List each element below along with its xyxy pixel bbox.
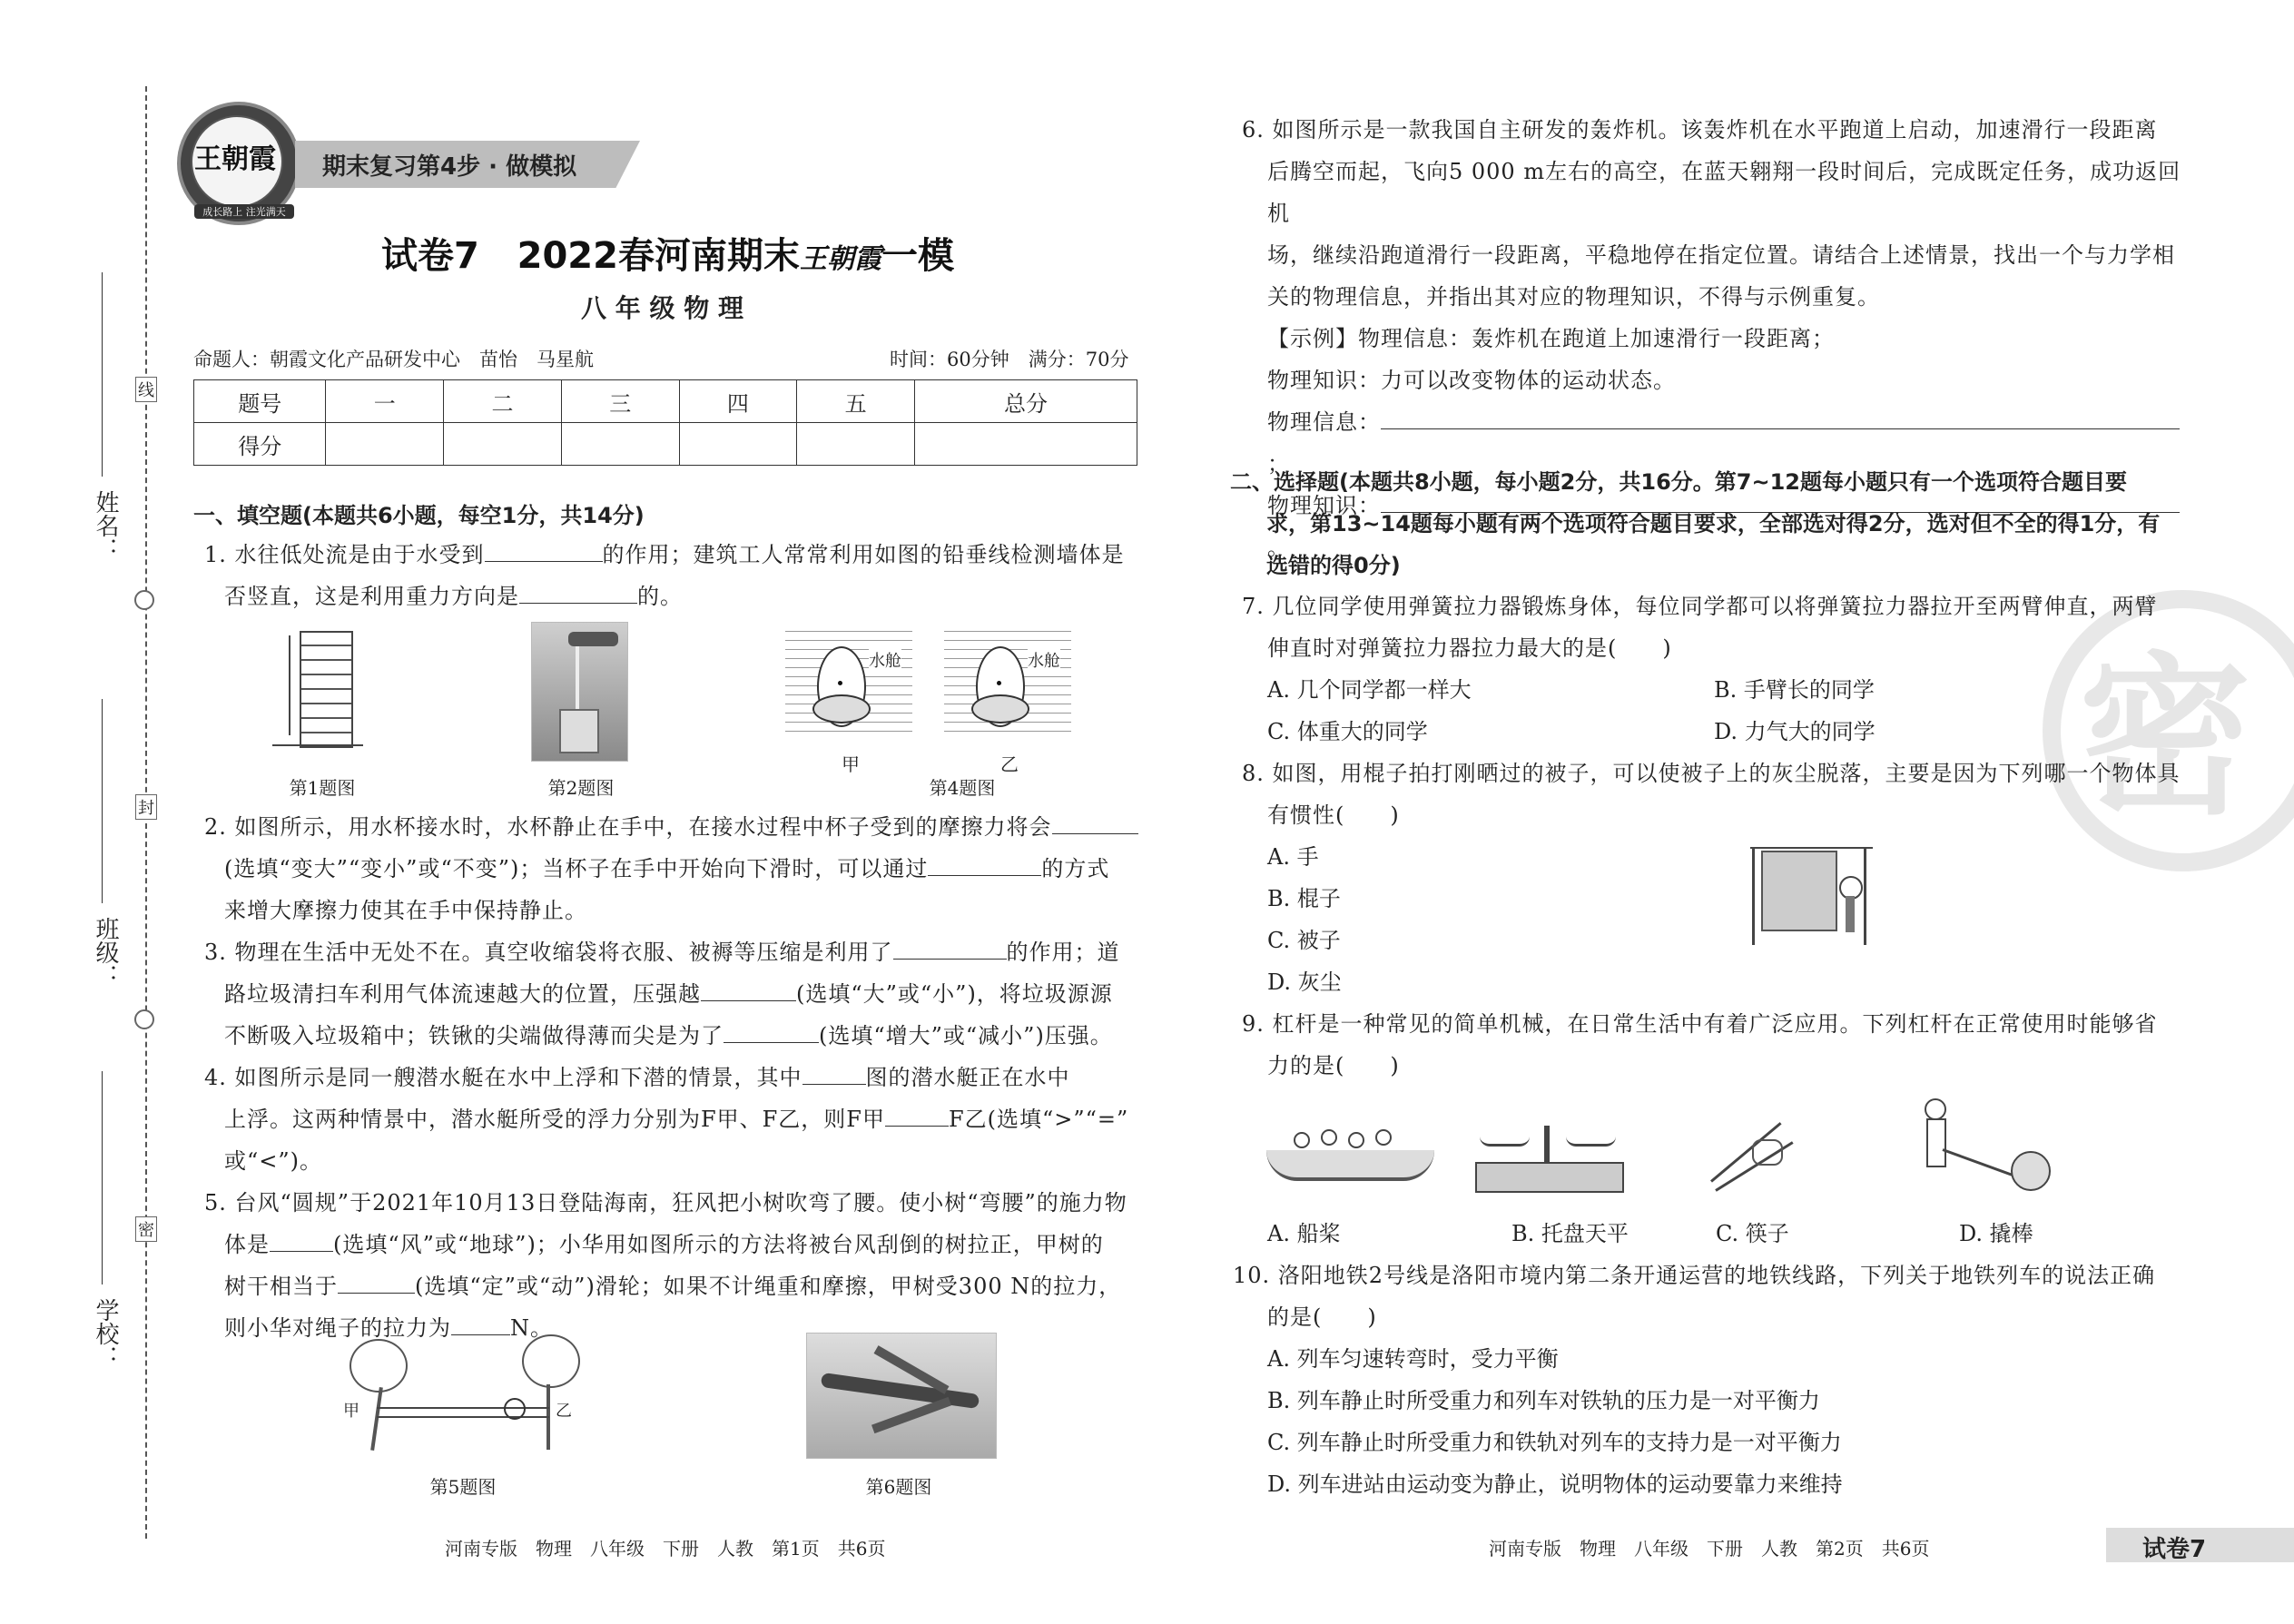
authors: 命题人：朝霞文化产品研发中心 苗怡 马星航 [193, 349, 594, 370]
score-header-cell: 题号 [194, 380, 326, 423]
logo-text: 王朝霞 [194, 143, 276, 175]
q6-line: 6. 如图所示是一款我国自主研发的轰炸机。该轰炸机在水平跑道上启动，加速滑行一段距离 [1242, 117, 2158, 143]
fig8-quilt-beating [1741, 840, 1882, 949]
q1-text-c: 否竖直，这是利用重力方向是 [224, 584, 519, 609]
q2-text-c: 的方式 [1041, 856, 1110, 881]
q5-text-f: 则小华对绳子的拉力为 [224, 1315, 451, 1341]
section2-title-line1: 二、选择题(本题共8小题，每小题2分，共16分。第7~12题每小题只有一个选项符合题目要 [1230, 469, 2127, 495]
score-input-cell[interactable] [914, 423, 1137, 466]
time-score: 时间：60分钟 满分：70分 [890, 349, 1129, 370]
score-row-label: 得分 [194, 423, 326, 466]
footer-tag: 试卷7 [2142, 1536, 2207, 1563]
q2-blank-1[interactable] [1052, 808, 1138, 834]
fig9-chopsticks [1707, 1126, 1788, 1198]
q6-line: 场，继续沿跑道滑行一段距离，平稳地停在指定位置。请结合上述情景，找出一个与力学相 [1267, 242, 2175, 268]
q6-end-2: 。 [1267, 535, 1290, 560]
score-header-cell: 二 [444, 380, 562, 423]
watermark-text: 密 [2079, 637, 2252, 838]
q9-option-c[interactable]: C. 筷子 [1716, 1221, 1789, 1246]
binding-stamp-feng: 封 [135, 794, 157, 820]
q5-blank-1[interactable] [270, 1225, 333, 1252]
fig5-trees-rope [343, 1334, 572, 1452]
q1-text-b: 的作用；建筑工人常常利用如图的铅垂线检测墙体是 [602, 542, 1125, 567]
q3-text-f: (选填“增大”或“减小”)压强。 [819, 1023, 1113, 1048]
fig4-water-label-yi: 水舱 [1028, 648, 1060, 672]
logo-motto: 成长路上 注光满天 [194, 204, 294, 219]
q3-blank-2[interactable] [701, 975, 796, 1001]
q9-option-b[interactable]: B. 托盘天平 [1511, 1221, 1629, 1246]
q4-blank-2[interactable] [885, 1100, 949, 1127]
footer-left: 河南专版 物理 八年级 下册 人教 第1页 共6页 [445, 1538, 886, 1560]
q10-option-a[interactable]: A. 列车匀速转弯时，受力平衡 [1267, 1346, 1559, 1372]
subtitle: 八 年 级 物 理 [581, 293, 743, 323]
fig5-label-jia: 甲 [343, 1402, 359, 1421]
footer-right: 河南专版 物理 八年级 下册 人教 第2页 共6页 [1489, 1538, 1930, 1560]
binding-stamp-mi: 密 [135, 1216, 157, 1242]
question-9 [1242, 1003, 2195, 1087]
banner-text: 期末复习第4步 · 做模拟 [322, 153, 577, 181]
q7-option-b[interactable]: B. 手臂长的同学 [1714, 677, 1875, 703]
q2-text-a: 2. 如图所示，用水杯接水时，水杯静止在手中，在接水过程中杯子受到的摩擦力将会 [204, 814, 1052, 840]
page-title [381, 227, 954, 279]
fig6-bomber-photo [806, 1333, 997, 1459]
q3-blank-3[interactable] [724, 1017, 819, 1043]
fig4-label-jia: 甲 [842, 753, 860, 775]
q7-option-d[interactable]: D. 力气大的同学 [1714, 719, 1876, 744]
question-4 [204, 1057, 1157, 1182]
q10-text-a: 10. 洛阳地铁2号线是洛阳市境内第二条开通运营的地铁线路，下列关于地铁列车的说法正确 [1233, 1263, 2156, 1288]
q3-text-e: 不断吸入垃圾箱中；铁锹的尖端做得薄而尖是为了 [224, 1023, 724, 1048]
q7-text-b: 伸直时对弹簧拉力器拉力最大的是( ) [1267, 635, 1672, 661]
q8-text-a: 8. 如图，用棍子拍打刚晒过的被子，可以使被子上的灰尘脱落，主要是因为下列哪一个物体具 [1242, 761, 2181, 786]
q6-line: 物理知识：力可以改变物体的运动状态。 [1267, 368, 1676, 393]
q6-info-label: 物理信息： [1267, 409, 1381, 435]
fig4-caption: 第4题图 [929, 777, 996, 799]
section2-title-line2: 求，第13~14题每小题有两个选项符合题目要求，全部选对得2分，选对但不全的得1分，有 [1266, 511, 2161, 536]
question-5 [204, 1182, 1157, 1349]
name-field[interactable] [102, 272, 103, 477]
q5-text-a: 5. 台风“圆规”于2021年10月13日登陆海南，狂风把小树吹弯了腰。使小树“弯腰”的施力物 [204, 1190, 1127, 1216]
fig1-brick-wall [272, 631, 363, 749]
fig2-faucet-photo [531, 622, 628, 762]
score-header-cell: 总分 [914, 380, 1137, 423]
score-header-cell: 三 [561, 380, 679, 423]
title-brand: 王朝霞 [799, 243, 881, 275]
school-label: 学校： [92, 1298, 119, 1369]
fig4-label-yi: 乙 [1000, 753, 1019, 775]
q10-option-c[interactable]: C. 列车静止时所受重力和铁轨对列车的支持力是一对平衡力 [1267, 1430, 1842, 1455]
q5-text-b: 体是 [224, 1232, 270, 1257]
score-input-cell[interactable] [444, 423, 562, 466]
q5-text-g: N。 [510, 1315, 553, 1341]
q8-option-c[interactable]: C. 被子 [1267, 928, 1341, 953]
q2-blank-2[interactable] [928, 850, 1041, 876]
q5-text-d: 树干相当于 [224, 1274, 338, 1299]
fig4-submarine-jia [785, 626, 912, 740]
q4-blank-1[interactable] [802, 1058, 866, 1085]
score-header-cell: 一 [326, 380, 444, 423]
q6-knowledge-label: 物理知识： [1267, 493, 1381, 518]
q5-blank-3[interactable] [451, 1309, 510, 1335]
class-field[interactable] [102, 699, 103, 903]
q1-blank-1[interactable] [485, 536, 603, 562]
q4-text-b: 图的潜水艇正在水中 [865, 1065, 1070, 1090]
q9-text-a: 9. 杠杆是一种常见的简单机械，在日常生活中有着广泛应用。下列杠杆在正常使用时能够省 [1242, 1011, 2158, 1037]
q10-option-b[interactable]: B. 列车静止时所受重力和列车对铁轨的压力是一对平衡力 [1267, 1388, 1820, 1413]
q6-line: 后腾空而起，飞向5 000 m左右的高空，在蓝天翱翔一段时间后，完成既定任务，成功返回机 [1267, 159, 2181, 226]
score-table [193, 379, 1137, 466]
title-main: 2022春河南期末 [517, 235, 800, 277]
name-label: 姓名： [92, 490, 119, 561]
q3-text-a: 3. 物理在生活中无处不在。真空收缩袋将衣服、被褥等压缩是利用了 [204, 940, 893, 965]
q1-text-a: 1. 水往低处流是由于水受到 [204, 542, 485, 567]
question-10 [1233, 1255, 2195, 1338]
q9-text-b: 力的是( ) [1267, 1053, 1400, 1078]
q4-text-c: 上浮。这两种情景中，潜水艇所受的浮力分别为F甲、F乙，则F甲 [224, 1107, 885, 1132]
section2-title [1230, 461, 2192, 586]
q1-blank-2[interactable] [519, 577, 637, 604]
q4-text-a: 4. 如图所示是同一艘潜水艇在水中上浮和下潜的情景，其中 [204, 1065, 802, 1090]
binding-stamp-xian: 线 [135, 377, 157, 402]
fig5-caption: 第5题图 [429, 1476, 497, 1498]
q4-text-e: 或“<”)。 [224, 1148, 323, 1174]
q3-text-c: 路垃圾清扫车利用气体流速越大的位置，压强越 [224, 981, 701, 1007]
q6-line: 关的物理信息，并指出其对应的物理知识，不得与示例重复。 [1267, 284, 1880, 310]
q7-option-a[interactable]: A. 几个同学都一样大 [1267, 677, 1472, 703]
fig2-caption: 第2题图 [547, 777, 615, 799]
section2-title-line3: 选错的得0分) [1266, 553, 1401, 578]
question-2 [204, 806, 1157, 931]
score-header-cell: 五 [797, 380, 915, 423]
q8-option-b[interactable]: B. 棍子 [1267, 886, 1341, 911]
q6-line: 【示例】物理信息：轰炸机在跑道上加速滑行一段距离； [1267, 326, 1835, 351]
q7-option-c[interactable]: C. 体重大的同学 [1267, 719, 1428, 744]
score-input-cell[interactable] [561, 423, 679, 466]
q6-end-1: ； [1267, 451, 1290, 477]
fig4-water-label-jia: 水舱 [869, 648, 901, 672]
q1-text-d: 的。 [637, 584, 683, 609]
q8-text-b: 有惯性( ) [1267, 802, 1400, 828]
score-input-cell[interactable] [797, 423, 915, 466]
binding-hole-icon [134, 1009, 154, 1029]
q8-option-a[interactable]: A. 手 [1267, 844, 1319, 870]
fig9-crowbar [1915, 1098, 2052, 1194]
question-3 [204, 931, 1157, 1057]
fig5-label-yi: 乙 [556, 1402, 572, 1421]
q7-text-a: 7. 几位同学使用弹簧拉力器锻炼身体，每位同学都可以将弹簧拉力器拉开至两臂伸直，两臂 [1242, 594, 2158, 619]
title-prefix: 试卷7 [381, 235, 479, 277]
q8-option-d[interactable]: D. 灰尘 [1267, 969, 1342, 995]
q4-text-d: F乙(选填“>”“=” [948, 1107, 1129, 1132]
fig9-balance [1475, 1126, 1620, 1194]
question-7 [1242, 586, 2195, 669]
score-input-cell[interactable] [326, 423, 444, 466]
fig6-caption: 第6题图 [865, 1476, 932, 1498]
score-header-cell: 四 [679, 380, 797, 423]
q9-option-a[interactable]: A. 船桨 [1267, 1221, 1341, 1246]
fig1-caption: 第1题图 [289, 777, 356, 799]
school-field[interactable] [102, 1071, 103, 1284]
q2-text-d: 来增大摩擦力使其在手中保持静止。 [224, 898, 587, 923]
score-input-cell[interactable] [679, 423, 797, 466]
fig9-dragon-boat [1266, 1118, 1434, 1191]
q5-text-e: (选填“定”或“动”)滑轮；如果不计绳重和摩擦，甲树受300 N的拉力， [415, 1274, 1122, 1299]
q10-text-b: 的是( ) [1267, 1304, 1377, 1330]
q3-text-b: 的作用；道 [1006, 940, 1120, 965]
q3-text-d: (选填“大”或“小”)，将垃圾源源 [796, 981, 1113, 1007]
q2-text-b: (选填“变大”“变小”或“不变”)；当杯子在手中开始向下滑时，可以通过 [224, 856, 929, 881]
question-8 [1242, 753, 2195, 836]
title-suffix: 一模 [881, 235, 954, 277]
binding-hole-icon [134, 590, 154, 610]
q5-text-c: (选填“风”或“地球”)；小华用如图所示的方法将被台风刮倒的树拉正，甲树的 [333, 1232, 1104, 1257]
question-1 [204, 534, 1148, 617]
q9-option-d[interactable]: D. 撬棒 [1959, 1221, 2033, 1246]
section1-title: 一、填空题(本题共6小题，每空1分，共14分) [193, 503, 645, 528]
fig4-submarine-yi [944, 626, 1071, 740]
q5-blank-2[interactable] [338, 1267, 415, 1294]
q3-blank-1[interactable] [893, 933, 1007, 960]
q6-info-field[interactable] [1381, 403, 2180, 429]
class-label: 班级： [92, 917, 119, 988]
q10-option-d[interactable]: D. 列车进站由运动变为静止，说明物体的运动要靠力来维持 [1267, 1471, 1843, 1497]
